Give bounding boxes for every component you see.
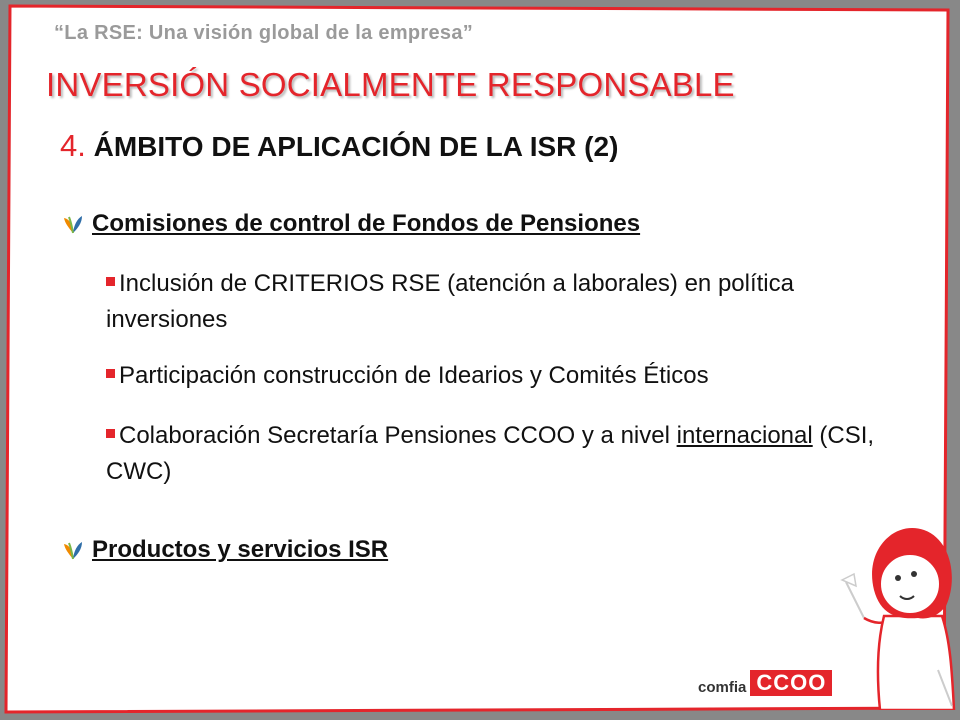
list-item-text: Colaboración Secretaría Pensiones CCOO y a nivel: [119, 422, 677, 449]
square-bullet-icon: [106, 429, 115, 438]
section-heading-products: [62, 536, 388, 564]
list-item-text: Participación construcción de Idearios y Comités Éticos: [119, 362, 709, 389]
section-heading-text: Comisiones de control de Fondos de Pensiones: [92, 210, 641, 237]
subtitle-text: ÁMBITO DE APLICACIÓN DE LA ISR (2): [93, 131, 619, 162]
list-item: [106, 358, 914, 394]
main-title: INVERSIÓN SOCIALMENTE RESPONSABLE: [46, 66, 735, 103]
section-subtitle: [60, 128, 618, 164]
leaf-icon: [62, 213, 84, 235]
square-bullet-icon: [106, 369, 115, 378]
list-item-link-text: internacional: [676, 422, 813, 449]
list-item-text: Inclusión de CRITERIOS RSE (atención a laborales) en política inversiones: [106, 270, 794, 333]
header-quote: “La RSE: Una visión global de la empresa”: [54, 22, 474, 44]
section-heading-pensions: [62, 210, 640, 238]
cartoon-girl-illustration: [834, 520, 960, 710]
list-item: [106, 418, 914, 490]
comfia-logo-text: comfia: [698, 679, 747, 696]
section-heading-text: Productos y servicios ISR: [92, 536, 389, 563]
subtitle-number: 4.: [60, 128, 86, 163]
list-item-text: (CSI, CWC): [106, 422, 875, 485]
brand-logo: [698, 670, 832, 696]
square-bullet-icon: [106, 277, 115, 286]
leaf-icon: [62, 539, 84, 561]
ccoo-logo-text: CCOO: [750, 670, 832, 696]
list-item: [106, 266, 914, 338]
